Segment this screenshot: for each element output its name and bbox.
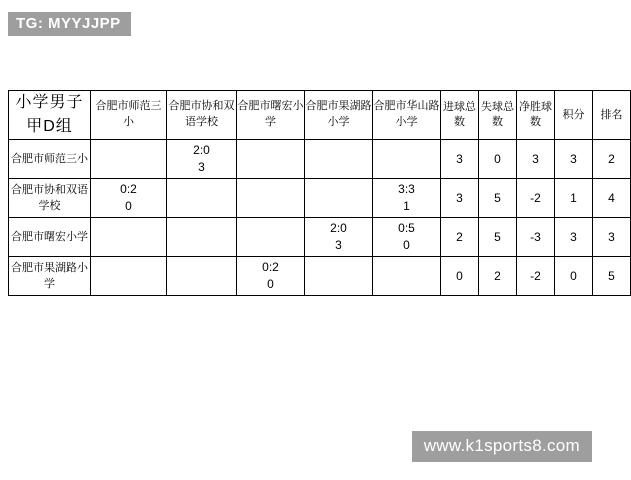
table-row (9, 140, 631, 179)
stat-goal-difference: 3 (517, 140, 555, 179)
result-top: 0:5 (398, 220, 415, 235)
standings-table (8, 90, 631, 296)
stat-rank: 3 (593, 218, 631, 257)
stat-goals-against: 5 (479, 179, 517, 218)
stat-rank: 5 (593, 257, 631, 296)
result-top: 2:0 (193, 142, 210, 157)
result-cell (91, 179, 167, 218)
result-cell (373, 140, 441, 179)
site-watermark: www.k1sports8.com (412, 431, 592, 462)
stat-points: 0 (555, 257, 593, 296)
result-top: 0:2 (120, 181, 137, 196)
result-cell (167, 257, 237, 296)
stat-goals-for: 3 (441, 179, 479, 218)
row-team-name: 合肥市协和双语学校 (9, 179, 91, 218)
header-rank: 排名 (593, 91, 631, 140)
stat-goal-difference: -2 (517, 257, 555, 296)
result-bottom: 1 (403, 199, 410, 213)
stat-goals-for: 3 (441, 140, 479, 179)
stat-goal-difference: -2 (517, 179, 555, 218)
result-bottom: 0 (403, 238, 410, 252)
result-cell (237, 257, 305, 296)
header-goals-against: 失球总数 (479, 91, 517, 140)
header-goals-for: 进球总数 (441, 91, 479, 140)
result-top: 3:3 (398, 181, 415, 196)
table-header-row (9, 91, 631, 140)
row-team-name: 合肥市师范三小 (9, 140, 91, 179)
header-team-4: 合肥市果湖路小学 (305, 91, 373, 140)
result-cell (167, 179, 237, 218)
standings-table-container (8, 90, 623, 296)
result-cell (237, 218, 305, 257)
stat-points: 3 (555, 140, 593, 179)
result-bottom: 3 (198, 160, 205, 174)
result-cell (167, 218, 237, 257)
stat-rank: 2 (593, 140, 631, 179)
stat-goals-for: 0 (441, 257, 479, 296)
result-cell (237, 140, 305, 179)
header-team-3: 合肥市曙宏小学 (237, 91, 305, 140)
table-body (9, 140, 631, 296)
table-row (9, 218, 631, 257)
header-goal-difference: 净胜球数 (517, 91, 555, 140)
row-team-name: 合肥市曙宏小学 (9, 218, 91, 257)
table-row (9, 179, 631, 218)
stat-points: 1 (555, 179, 593, 218)
stat-goal-difference: -3 (517, 218, 555, 257)
result-cell (305, 218, 373, 257)
table-row (9, 257, 631, 296)
stat-goals-against: 5 (479, 218, 517, 257)
stat-goals-against: 0 (479, 140, 517, 179)
result-bottom: 0 (125, 199, 132, 213)
header-team-1: 合肥市师范三小 (91, 91, 167, 140)
result-cell (91, 218, 167, 257)
result-cell (237, 179, 305, 218)
header-points: 积分 (555, 91, 593, 140)
stat-points: 3 (555, 218, 593, 257)
result-cell (91, 257, 167, 296)
stat-rank: 4 (593, 179, 631, 218)
result-cell (373, 179, 441, 218)
header-team-2: 合肥市协和双语学校 (167, 91, 237, 140)
result-cell (91, 140, 167, 179)
result-bottom: 0 (267, 277, 274, 291)
result-cell (305, 179, 373, 218)
result-cell (373, 257, 441, 296)
header-team-5: 合肥市华山路小学 (373, 91, 441, 140)
result-bottom: 3 (335, 238, 342, 252)
result-cell (167, 140, 237, 179)
tg-badge: TG: MYYJJPP (8, 12, 131, 36)
stat-goals-against: 2 (479, 257, 517, 296)
result-top: 2:0 (330, 220, 347, 235)
result-top: 0:2 (262, 259, 279, 274)
result-cell (373, 218, 441, 257)
stat-goals-for: 2 (441, 218, 479, 257)
header-group-title: 小学男子甲D组 (9, 91, 91, 140)
result-cell (305, 140, 373, 179)
result-cell (305, 257, 373, 296)
row-team-name: 合肥市果湖路小学 (9, 257, 91, 296)
